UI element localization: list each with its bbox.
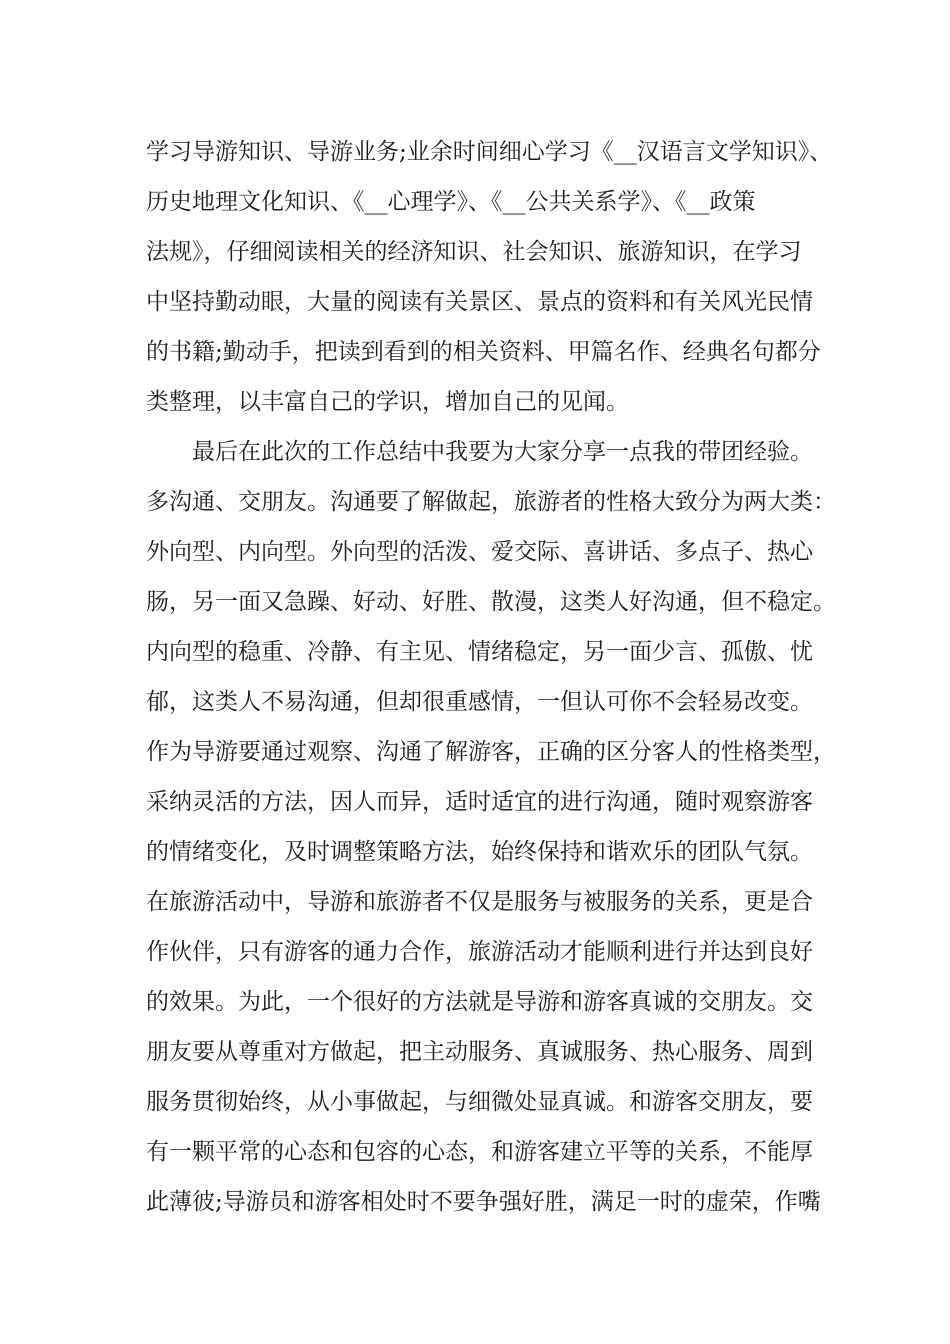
text-line: 作伙伴，只有游客的通力合作，旅游活动才能顺利进行并达到良好: [146, 939, 813, 965]
text-line: 在旅游活动中，导游和旅游者不仅是服务与被服务的关系，更是合: [146, 889, 813, 915]
text-line: 此薄彼;导游员和游客相处时不要争强好胜，满足一时的虚荣，作嘴: [146, 1189, 821, 1215]
text-line: 肠，另一面又急躁、好动、好胜、散漫，这类人好沟通，但不稳定。: [146, 589, 836, 615]
text-line: 有一颗平常的心态和包容的心态，和游客建立平等的关系，不能厚: [146, 1139, 813, 1165]
text-line: 法规》，仔细阅读相关的经济知识、社会知识、旅游知识，在学习: [146, 239, 802, 265]
text-line: 的效果。为此，一个很好的方法就是导游和游客真诚的交朋友。交: [146, 989, 813, 1015]
text-line: 服务贯彻始终，从小事做起，与细微处显真诚。和游客交朋友，要: [146, 1089, 813, 1115]
text-line: 历史地理文化知识、《__心理学》、《__公共关系学》、《__政策: [146, 189, 756, 215]
text-line: 多沟通、交朋友。沟通要了解做起，旅游者的性格大致分为两大类：: [146, 489, 836, 515]
text-line: 内向型的稳重、冷静、有主见、情绪稳定，另一面少言、孤傲、忧: [146, 639, 813, 665]
text-line: 的书籍;勤动手，把读到看到的相关资料、甲篇名作、经典名句都分: [146, 339, 821, 365]
text-line: 外向型、内向型。外向型的活泼、爱交际、喜讲话、多点子、热心: [146, 539, 813, 565]
text-line: 作为导游要通过观察、沟通了解游客，正确的区分客人的性格类型，: [146, 739, 836, 765]
text-line: 的情绪变化，及时调整策略方法，始终保持和谐欢乐的团队气氛。: [146, 839, 813, 865]
text-line: 朋友要从尊重对方做起，把主动服务、真诚服务、热心服务、周到: [146, 1039, 813, 1065]
text-line: 类整理，以丰富自己的学识，增加自己的见闻。: [146, 389, 629, 415]
text-line: 学习导游知识、导游业务;业余时间细心学习《__汉语言文学知识》、: [146, 139, 833, 165]
text-line: 采纳灵活的方法，因人而异，适时适宜的进行沟通，随时观察游客: [146, 789, 813, 815]
text-line: 郁，这类人不易沟通，但却很重感情，一但认可你不会轻易改变。: [146, 689, 813, 715]
text-line: 中坚持勤动眼，大量的阅读有关景区、景点的资料和有关风光民情: [146, 289, 813, 315]
text-line: 最后在此次的工作总结中我要为大家分享一点我的带团经验。: [146, 439, 813, 465]
